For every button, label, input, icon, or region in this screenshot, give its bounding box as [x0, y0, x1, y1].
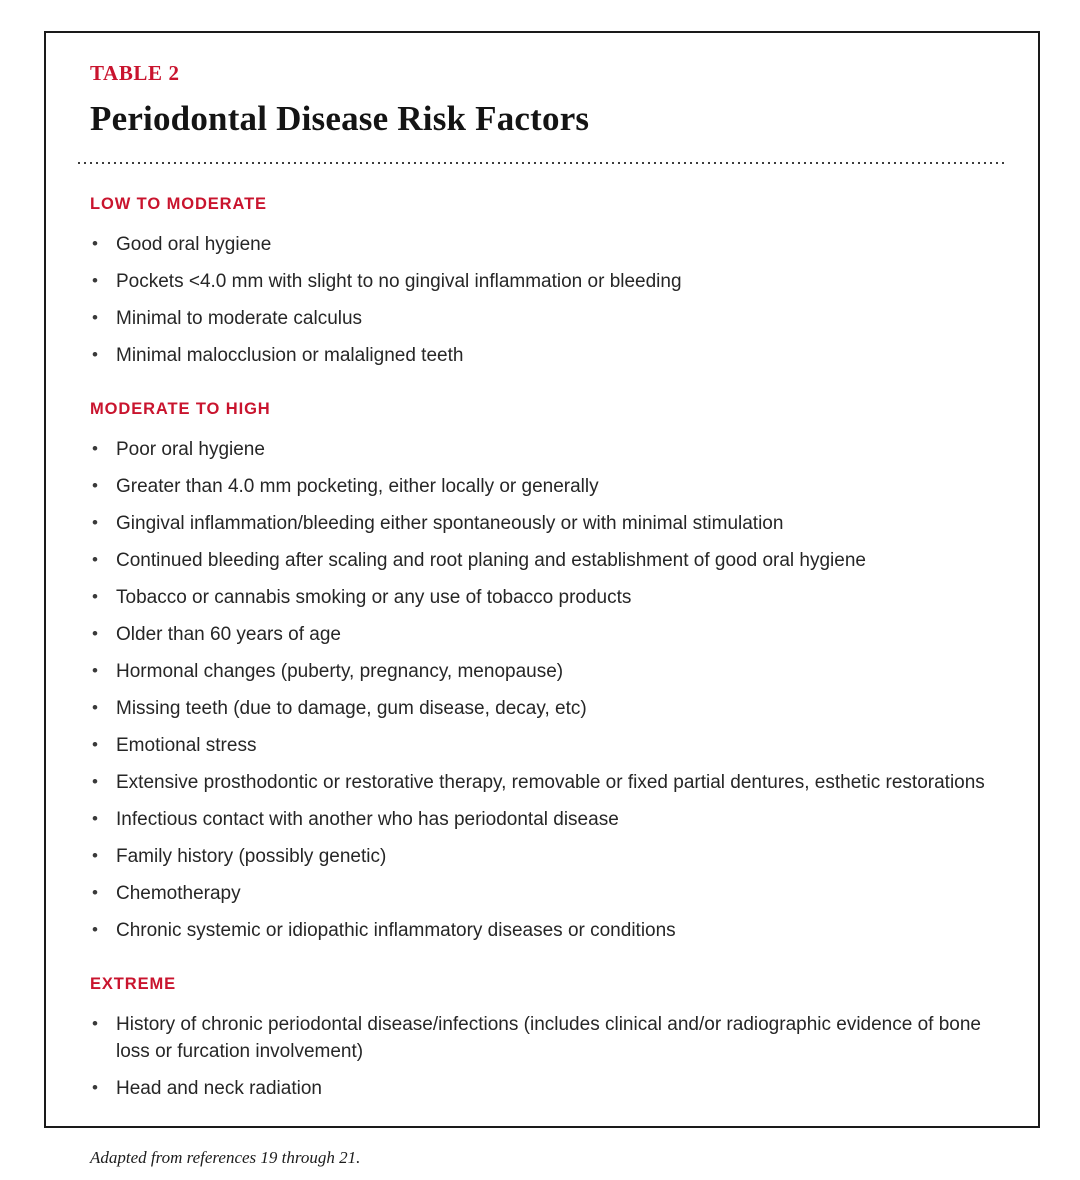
table-label: TABLE 2: [90, 61, 180, 85]
list-item: • Greater than 4.0 mm pocketing, either locally or generally: [90, 473, 994, 500]
list-item: • Older than 60 years of age: [90, 621, 994, 648]
list-item: • History of chronic periodontal disease/infections (includes clinical and/or radiographic evidence of bone loss or furcation involvement): [90, 1011, 994, 1065]
list-item: • Missing teeth (due to damage, gum disease, decay, etc): [90, 695, 994, 722]
bullet-list: [90, 231, 994, 369]
risk-section: [90, 195, 994, 369]
table-title: Periodontal Disease Risk Factors: [90, 99, 590, 138]
table-card: [44, 31, 1040, 1128]
list-item: • Continued bleeding after scaling and root planing and establishment of good oral hygiene: [90, 547, 994, 574]
list-item: • Minimal to moderate calculus: [90, 305, 994, 332]
list-item: • Infectious contact with another who has periodontal disease: [90, 806, 994, 833]
sections-container: [90, 195, 994, 1102]
list-item: • Good oral hygiene: [90, 231, 994, 258]
dotted-divider: [78, 162, 1006, 164]
list-item: • Head and neck radiation: [90, 1075, 994, 1102]
bullet-list: [90, 436, 994, 944]
list-item: • Minimal malocclusion or malaligned teeth: [90, 342, 994, 369]
footnote: Adapted from references 19 through 21.: [90, 1148, 361, 1167]
risk-section: [90, 400, 994, 944]
section-heading: EXTREME: [90, 975, 177, 993]
list-item: • Gingival inflammation/bleeding either spontaneously or with minimal stimulation: [90, 510, 994, 537]
list-item: • Extensive prosthodontic or restorative therapy, removable or fixed partial dentures, esthetic restorations: [90, 769, 994, 796]
list-item: • Emotional stress: [90, 732, 994, 759]
list-item: • Tobacco or cannabis smoking or any use of tobacco products: [90, 584, 994, 611]
section-heading: LOW TO MODERATE: [90, 195, 267, 213]
bullet-list: [90, 1011, 994, 1102]
list-item: • Chronic systemic or idiopathic inflammatory diseases or conditions: [90, 917, 994, 944]
list-item: • Poor oral hygiene: [90, 436, 994, 463]
section-heading: MODERATE TO HIGH: [90, 400, 271, 418]
risk-section: [90, 975, 994, 1102]
list-item: • Chemotherapy: [90, 880, 994, 907]
list-item: • Family history (possibly genetic): [90, 843, 994, 870]
list-item: • Pockets <4.0 mm with slight to no gingival inflammation or bleeding: [90, 268, 994, 295]
list-item: • Hormonal changes (puberty, pregnancy, menopause): [90, 658, 994, 685]
